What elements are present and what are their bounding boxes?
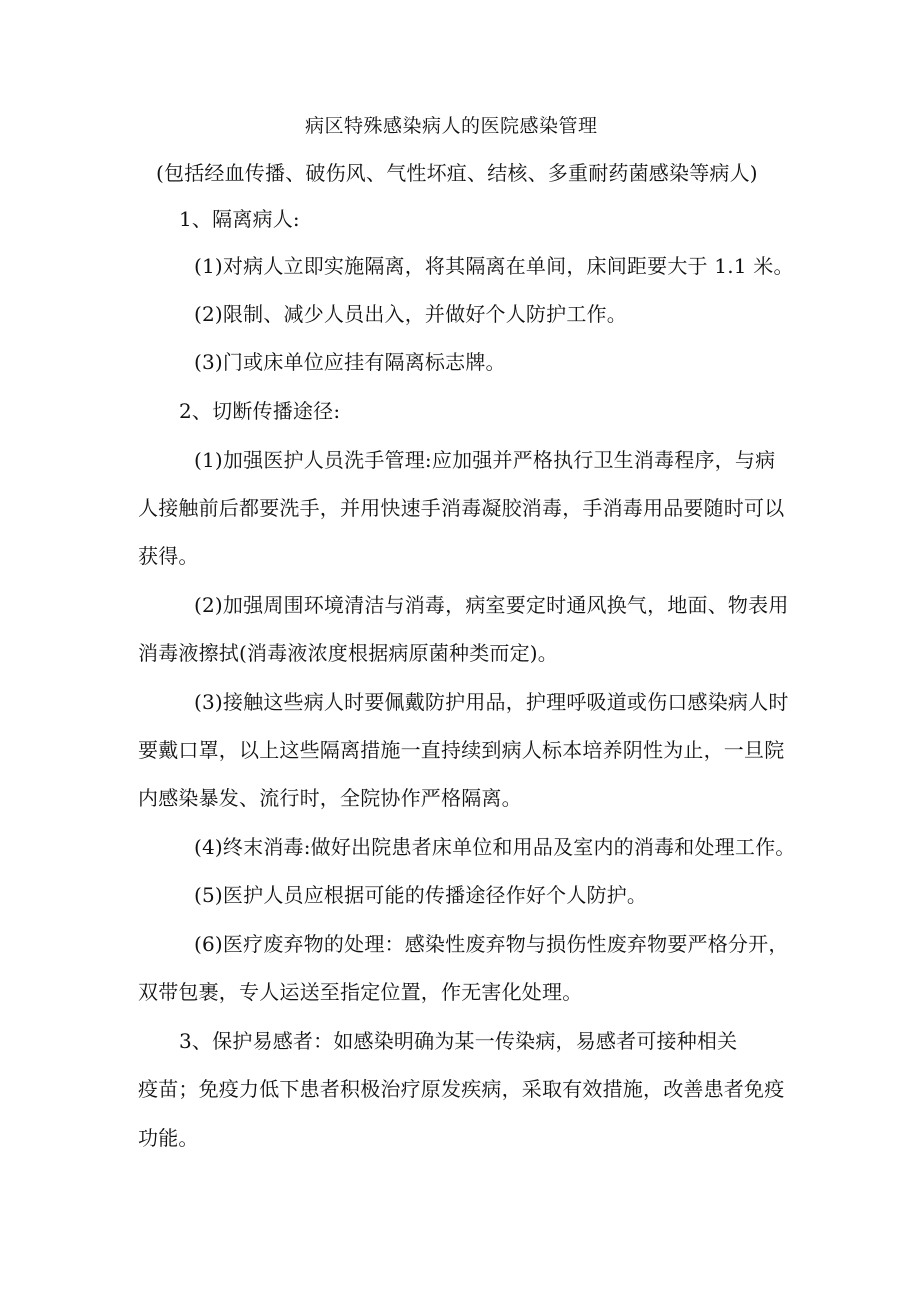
section-2-item-2-line-2: 消毒液擦拭(消毒液浓度根据病原菌种类而定)。 xyxy=(138,641,559,665)
section-1-item-3: (3)门或床单位应挂有隔离标志牌。 xyxy=(194,350,506,374)
section-3-line-3: 功能。 xyxy=(138,1126,199,1150)
document-subtitle: (包括经血传播、破伤风、气性坏疽、结核、多重耐药菌感染等病人) xyxy=(156,161,758,185)
section-2-item-3-line-3: 内感染暴发、流行时，全院协作严格隔离。 xyxy=(138,786,522,810)
section-1-item-1: (1)对病人立即实施隔离，将其隔离在单间，床间距要大于 1.1 米。 xyxy=(194,254,794,278)
section-2-item-1-line-1: (1)加强医护人员洗手管理:应加强并严格执行卫生消毒程序，与病 xyxy=(194,448,776,472)
section-2-item-3-line-1: (3)接触这些病人时要佩戴防护用品，护理呼吸道或伤口感染病人时 xyxy=(194,690,789,714)
section-2-item-2-line-1: (2)加强周围环境清洁与消毒，病室要定时通风换气，地面、物表用 xyxy=(194,593,789,617)
section-2-item-4: (4)终末消毒:做好出院患者床单位和用品及室内的消毒和处理工作。 xyxy=(194,835,796,859)
document-title: 病区特殊感染病人的医院感染管理 xyxy=(305,115,598,137)
section-2-heading: 2、切断传播途径: xyxy=(179,399,341,423)
section-1-heading: 1、隔离病人: xyxy=(179,207,300,231)
section-1-item-2: (2)限制、减少人员出入，并做好个人防护工作。 xyxy=(194,302,627,326)
section-2-item-3-line-2: 要戴口罩，以上这些隔离措施一直持续到病人标本培养阴性为止，一旦院 xyxy=(138,738,785,762)
section-2-item-6-line-2: 双带包裹，专人运送至指定位置，作无害化处理。 xyxy=(138,980,583,1004)
section-2-item-5: (5)医护人员应根据可能的传播途径作好个人防护。 xyxy=(194,883,648,907)
section-2-item-1-line-3: 获得。 xyxy=(138,544,199,568)
section-2-item-6-line-1: (6)医疗废弃物的处理：感染性废弃物与损伤性废弃物要严格分开， xyxy=(194,932,789,956)
section-3-line-2: 疫苗；免疫力低下患者积极治疗原发疾病，采取有效措施，改善患者免疫 xyxy=(138,1077,785,1101)
section-2-item-1-line-2: 人接触前后都要洗手，并用快速手消毒凝胶消毒，手消毒用品要随时可以 xyxy=(138,496,785,520)
section-3-line-1: 3、保护易感者：如感染明确为某一传染病，易感者可接种相关 xyxy=(179,1029,738,1053)
